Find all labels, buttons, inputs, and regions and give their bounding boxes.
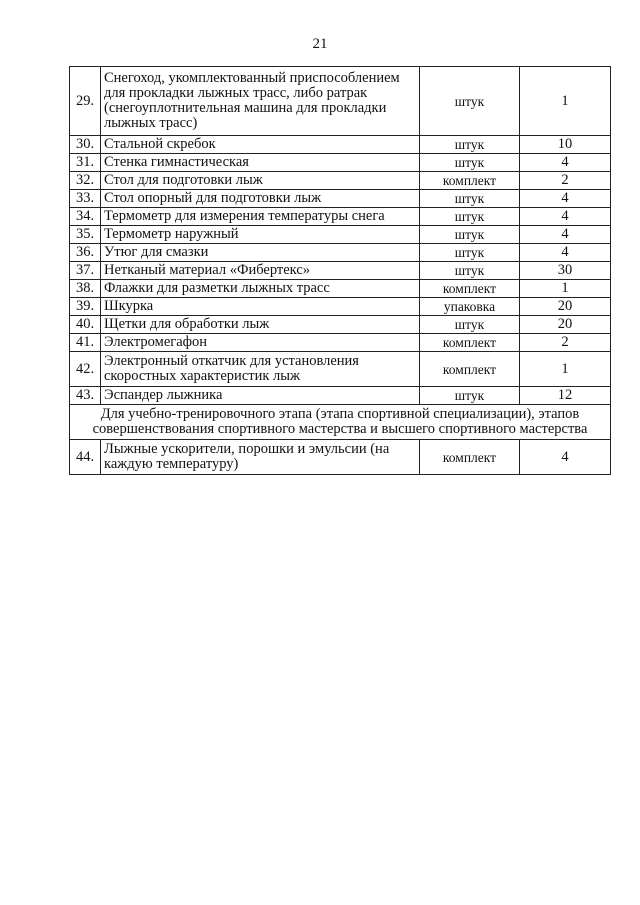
quantity: 4 xyxy=(520,440,611,475)
item-name: Шкурка xyxy=(101,298,420,316)
unit-of-measure: штук xyxy=(420,244,520,262)
table-row xyxy=(70,172,611,190)
row-number: 32. xyxy=(70,172,101,190)
quantity: 4 xyxy=(520,208,611,226)
table-row xyxy=(70,67,611,136)
row-number: 37. xyxy=(70,262,101,280)
item-name: Щетки для обработки лыж xyxy=(101,316,420,334)
quantity: 1 xyxy=(520,352,611,387)
item-name: Лыжные ускорители, порошки и эмульсии (на каждую температуру) xyxy=(101,440,420,475)
table-row xyxy=(70,352,611,387)
unit-of-measure: штук xyxy=(420,154,520,172)
row-number: 44. xyxy=(70,440,101,475)
item-name: Стальной скребок xyxy=(101,136,420,154)
quantity: 2 xyxy=(520,172,611,190)
row-number: 31. xyxy=(70,154,101,172)
page-number: 21 xyxy=(312,36,328,52)
item-name: Электромегафон xyxy=(101,334,420,352)
table-row xyxy=(70,298,611,316)
unit-of-measure: штук xyxy=(420,316,520,334)
item-name: Флажки для разметки лыжных трасс xyxy=(101,280,420,298)
unit-of-measure: штук xyxy=(420,387,520,405)
row-number: 42. xyxy=(70,352,101,387)
quantity: 30 xyxy=(520,262,611,280)
row-number: 38. xyxy=(70,280,101,298)
unit-of-measure: штук xyxy=(420,136,520,154)
item-name: Термометр для измерения температуры снега xyxy=(101,208,420,226)
unit-of-measure: штук xyxy=(420,262,520,280)
unit-of-measure: штук xyxy=(420,190,520,208)
item-name: Электронный откатчик для установления скоростных характеристик лыж xyxy=(101,352,420,387)
table-row xyxy=(70,280,611,298)
item-name: Утюг для смазки xyxy=(101,244,420,262)
quantity: 20 xyxy=(520,316,611,334)
table-row xyxy=(70,190,611,208)
item-name: Эспандер лыжника xyxy=(101,387,420,405)
table-row xyxy=(70,262,611,280)
equipment-table xyxy=(69,66,611,475)
quantity: 4 xyxy=(520,226,611,244)
row-number: 34. xyxy=(70,208,101,226)
row-number: 41. xyxy=(70,334,101,352)
quantity: 1 xyxy=(520,280,611,298)
section-heading-row xyxy=(70,405,611,440)
table-row xyxy=(70,334,611,352)
item-name: Стол для подготовки лыж xyxy=(101,172,420,190)
table-row xyxy=(70,440,611,475)
unit-of-measure: упаковка xyxy=(420,298,520,316)
unit-of-measure: комплект xyxy=(420,440,520,475)
row-number: 30. xyxy=(70,136,101,154)
section-heading: Для учебно-тренировочного этапа (этапа спортивной специализации), этапов совершенствования спортивного мастерства и высшего спортивного мастерства xyxy=(70,405,611,440)
row-number: 43. xyxy=(70,387,101,405)
quantity: 4 xyxy=(520,190,611,208)
unit-of-measure: комплект xyxy=(420,172,520,190)
unit-of-measure: штук xyxy=(420,208,520,226)
item-name: Термометр наружный xyxy=(101,226,420,244)
row-number: 36. xyxy=(70,244,101,262)
table-row xyxy=(70,387,611,405)
unit-of-measure: комплект xyxy=(420,352,520,387)
unit-of-measure: комплект xyxy=(420,334,520,352)
item-name: Нетканый материал «Фибертекс» xyxy=(101,262,420,280)
quantity: 2 xyxy=(520,334,611,352)
item-name: Снегоход, укомплектованный приспособлением для прокладки лыжных трасс, либо ратрак (снегоуплотнительная машина для прокладки лыжных трасс) xyxy=(101,67,420,136)
quantity: 12 xyxy=(520,387,611,405)
table-row xyxy=(70,208,611,226)
item-name: Стенка гимнастическая xyxy=(101,154,420,172)
row-number: 29. xyxy=(70,67,101,136)
item-name: Стол опорный для подготовки лыж xyxy=(101,190,420,208)
quantity: 20 xyxy=(520,298,611,316)
row-number: 33. xyxy=(70,190,101,208)
unit-of-measure: штук xyxy=(420,226,520,244)
quantity: 4 xyxy=(520,244,611,262)
unit-of-measure: штук xyxy=(420,67,520,136)
row-number: 35. xyxy=(70,226,101,244)
table-row xyxy=(70,226,611,244)
row-number: 39. xyxy=(70,298,101,316)
unit-of-measure: комплект xyxy=(420,280,520,298)
quantity: 4 xyxy=(520,154,611,172)
table-row xyxy=(70,136,611,154)
row-number: 40. xyxy=(70,316,101,334)
quantity: 10 xyxy=(520,136,611,154)
quantity: 1 xyxy=(520,67,611,136)
table-row xyxy=(70,316,611,334)
table-row xyxy=(70,244,611,262)
table-row xyxy=(70,154,611,172)
